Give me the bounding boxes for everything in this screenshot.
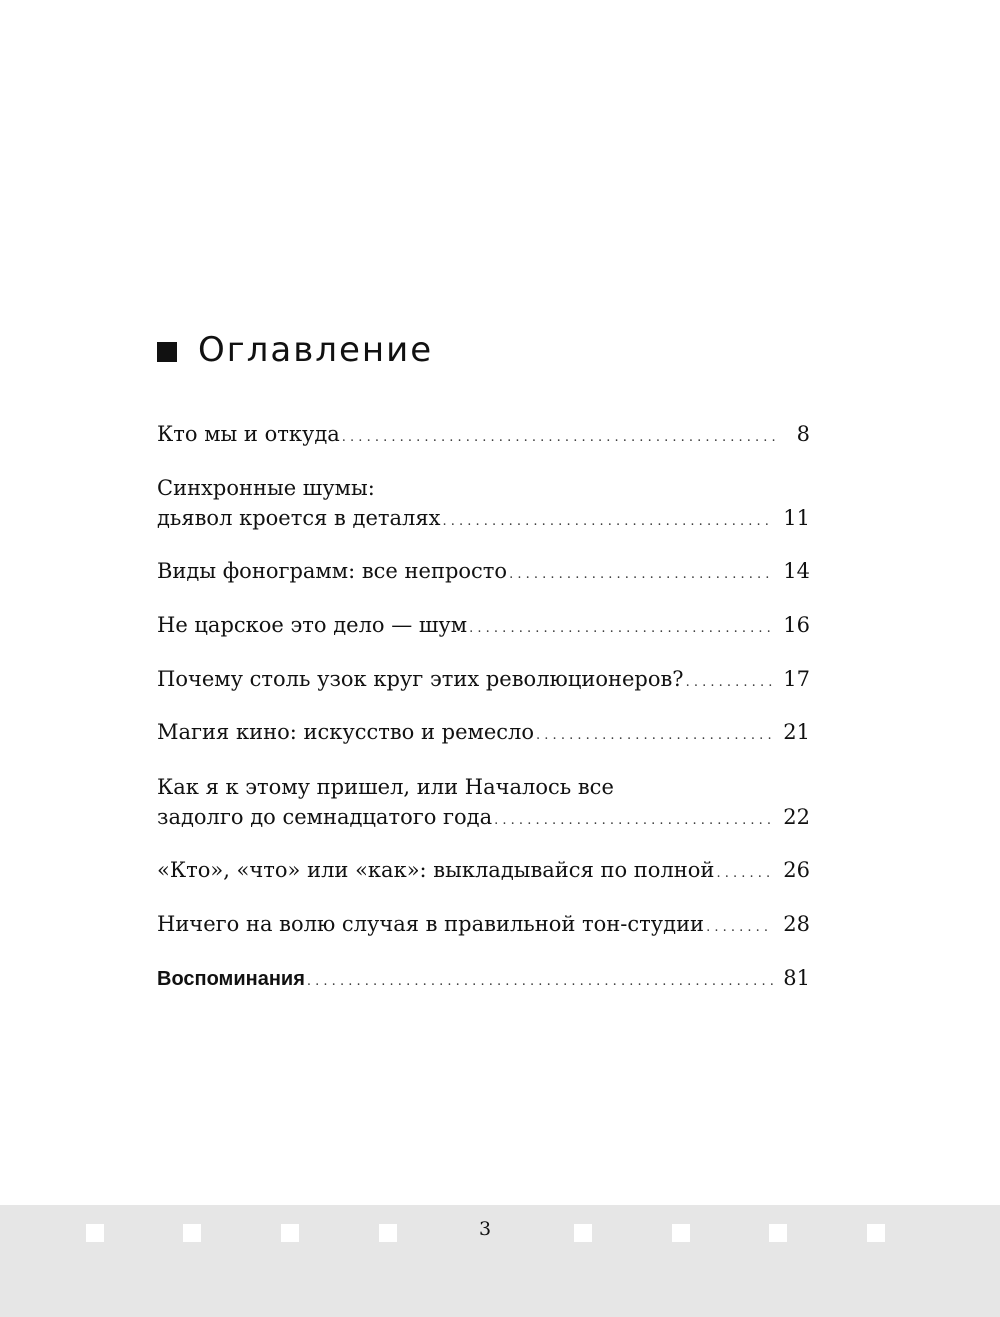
dot-leader — [509, 556, 773, 590]
toc-entry-title-line: Синхронные шумы: — [157, 476, 375, 500]
dot-leader — [536, 717, 773, 751]
dot-leader — [716, 855, 773, 889]
toc-entry-page: 28 — [783, 912, 810, 936]
toc-entry[interactable] — [157, 419, 810, 449]
heading-square-bullet — [157, 342, 177, 362]
toc-heading — [157, 326, 433, 374]
toc-entry-page: 16 — [783, 613, 810, 637]
toc-entry-title: Кто мы и откуда — [157, 422, 340, 446]
toc-entry[interactable] — [157, 556, 810, 586]
toc-entry-title: дьявол кроется в деталях — [157, 506, 441, 530]
toc-entry-title: «Кто», «что» или «как»: выкладывайся по полной — [157, 858, 715, 882]
toc-entry[interactable] — [157, 610, 810, 640]
toc-entry-page: 11 — [783, 506, 810, 530]
footer-square-decoration — [86, 1224, 104, 1242]
dot-leader — [442, 503, 773, 537]
dot-leader — [342, 419, 778, 453]
toc-entry-page: 14 — [783, 559, 810, 583]
footer-square-decoration — [574, 1224, 592, 1242]
toc-entry-page: 22 — [783, 805, 810, 829]
dot-leader — [706, 909, 773, 943]
toc-entry-title: Не царское это дело — шум — [157, 613, 468, 637]
toc-entry-title: Магия кино: искусство и ремесло — [157, 720, 535, 744]
footer-square-decoration — [281, 1224, 299, 1242]
toc-entry-page: 26 — [783, 858, 810, 882]
toc-entry-page: 81 — [783, 966, 810, 990]
toc-entry-title: Виды фонограмм: все непросто — [157, 559, 508, 583]
footer-square-decoration — [379, 1224, 397, 1242]
dot-leader — [469, 610, 773, 644]
toc-entry-title: Воспоминания — [157, 968, 305, 990]
toc-entry[interactable] — [157, 909, 810, 939]
footer-band — [0, 1205, 1000, 1317]
dot-leader — [307, 963, 773, 997]
toc-entry[interactable] — [157, 473, 810, 533]
toc-entry-page: 8 — [796, 422, 810, 446]
toc-entry-title-line: Как я к этому пришел, или Началось все — [157, 775, 614, 799]
toc-entry[interactable] — [157, 855, 810, 885]
dot-leader — [494, 802, 773, 836]
dot-leader — [686, 664, 774, 698]
toc-entry-title: Почему столь узок круг этих революционеров? — [157, 667, 684, 691]
toc-entry[interactable] — [157, 963, 810, 993]
toc-entry-title: Ничего на волю случая в правильной тон-студии — [157, 912, 705, 936]
footer-square-decoration — [867, 1224, 885, 1242]
footer-square-decoration — [183, 1224, 201, 1242]
footer-square-decoration — [769, 1224, 787, 1242]
footer-square-decoration — [672, 1224, 690, 1242]
toc-entry-title: задолго до семнадцатого года — [157, 805, 493, 829]
page-number: 3 — [478, 1218, 492, 1240]
toc-entry[interactable] — [157, 717, 810, 747]
toc-entry-page: 17 — [783, 667, 810, 691]
page-title: Оглавление — [198, 330, 434, 370]
toc-entry[interactable] — [157, 664, 810, 694]
toc-entry[interactable] — [157, 772, 810, 832]
toc-entry-page: 21 — [783, 720, 810, 744]
